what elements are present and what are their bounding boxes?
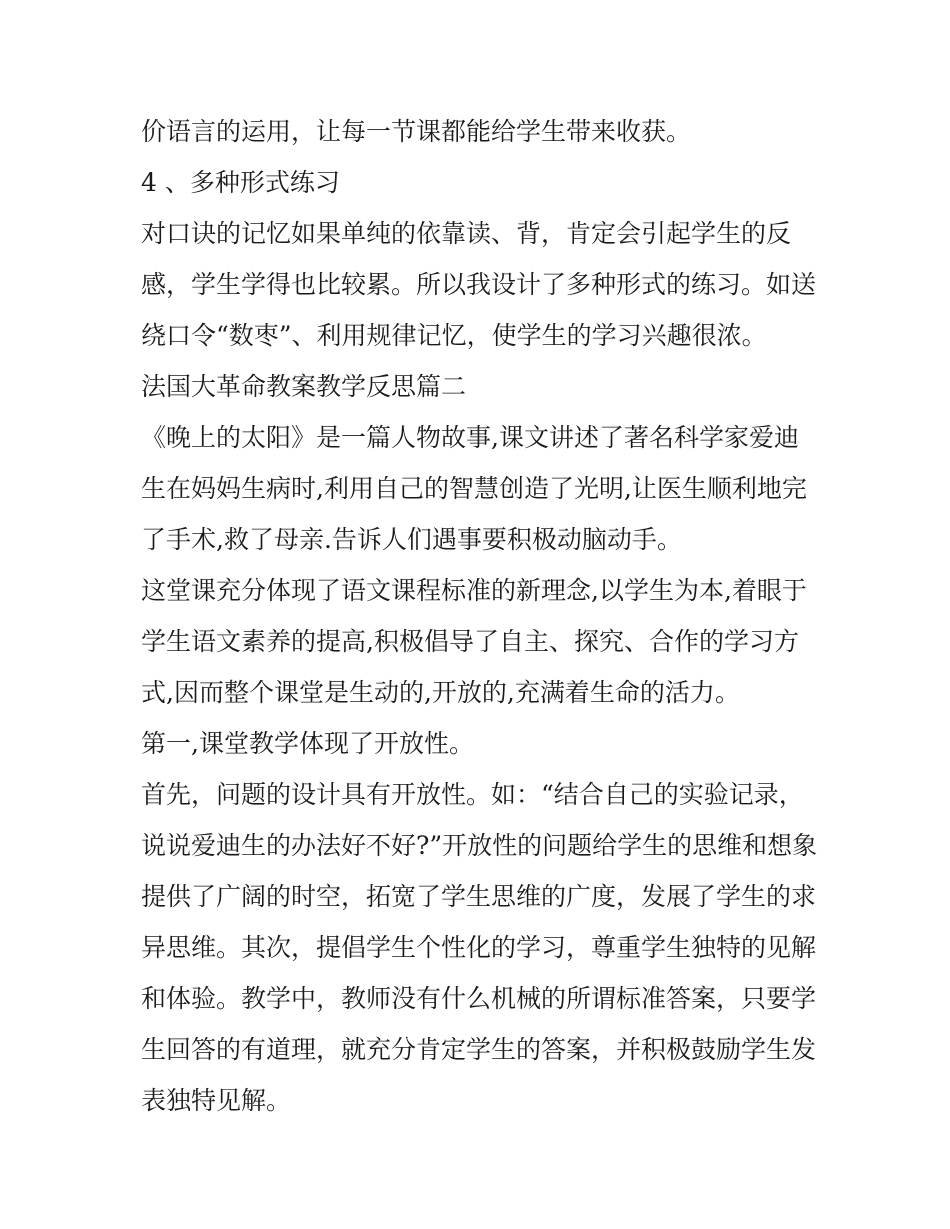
text-line: 生回答的有道理，就充分肯定学生的答案，并积极鼓励学生发 <box>141 1035 817 1064</box>
text-line: 绕口令“数枣”、利用规律记忆，使学生的学习兴趣很浓。 <box>141 321 767 350</box>
text-line: 和体验。教学中，教师没有什么机械的所谓标准答案，只要学 <box>141 984 817 1013</box>
text-line: 《晚上的太阳》是一篇人物故事,课文讲述了著名科学家爱迪 <box>141 423 799 452</box>
text-line: 表独特见解。 <box>141 1086 292 1115</box>
text-line: 首先，问题的设计具有开放性。如：“结合自己的实验记录， <box>141 780 804 809</box>
text-line: 生在妈妈生病时,利用自己的智慧创造了光明,让医生顺利地完 <box>141 474 807 503</box>
text-line: 说说爱迪生的办法好不好?”开放性的问题给学生的思维和想象 <box>141 831 818 860</box>
text-line: 式,因而整个课堂是生动的,开放的,充满着生命的活力。 <box>141 678 740 707</box>
section-heading: 4 、多种形式练习 <box>141 168 340 197</box>
text-line: 了手术,救了母亲.告诉人们遇事要积极动脑动手。 <box>141 525 682 554</box>
text-line: 对口诀的记忆如果单纯的依靠读、背，肯定会引起学生的反 <box>141 219 792 248</box>
text-line: 提供了广阔的时空，拓宽了学生思维的广度，发展了学生的求 <box>141 882 817 911</box>
text-line: 价语言的运用，让每一节课都能给学生带来收获。 <box>141 117 692 146</box>
text-line: 这堂课充分体现了语文课程标准的新理念,以学生为本,着眼于 <box>141 576 807 605</box>
text-line: 感，学生学得也比较累。所以我设计了多种形式的练习。如送 <box>141 270 817 299</box>
document-page <box>141 106 821 1126</box>
text-line: 学生语文素养的提高,积极倡导了自主、探究、合作的学习方 <box>141 627 799 656</box>
section-title: 法国大革命教案教学反思篇二 <box>141 372 467 401</box>
text-line: 异思维。其次，提倡学生个性化的学习，尊重学生独特的见解 <box>141 933 817 962</box>
subheading: 第一,课堂教学体现了开放性。 <box>141 729 474 758</box>
